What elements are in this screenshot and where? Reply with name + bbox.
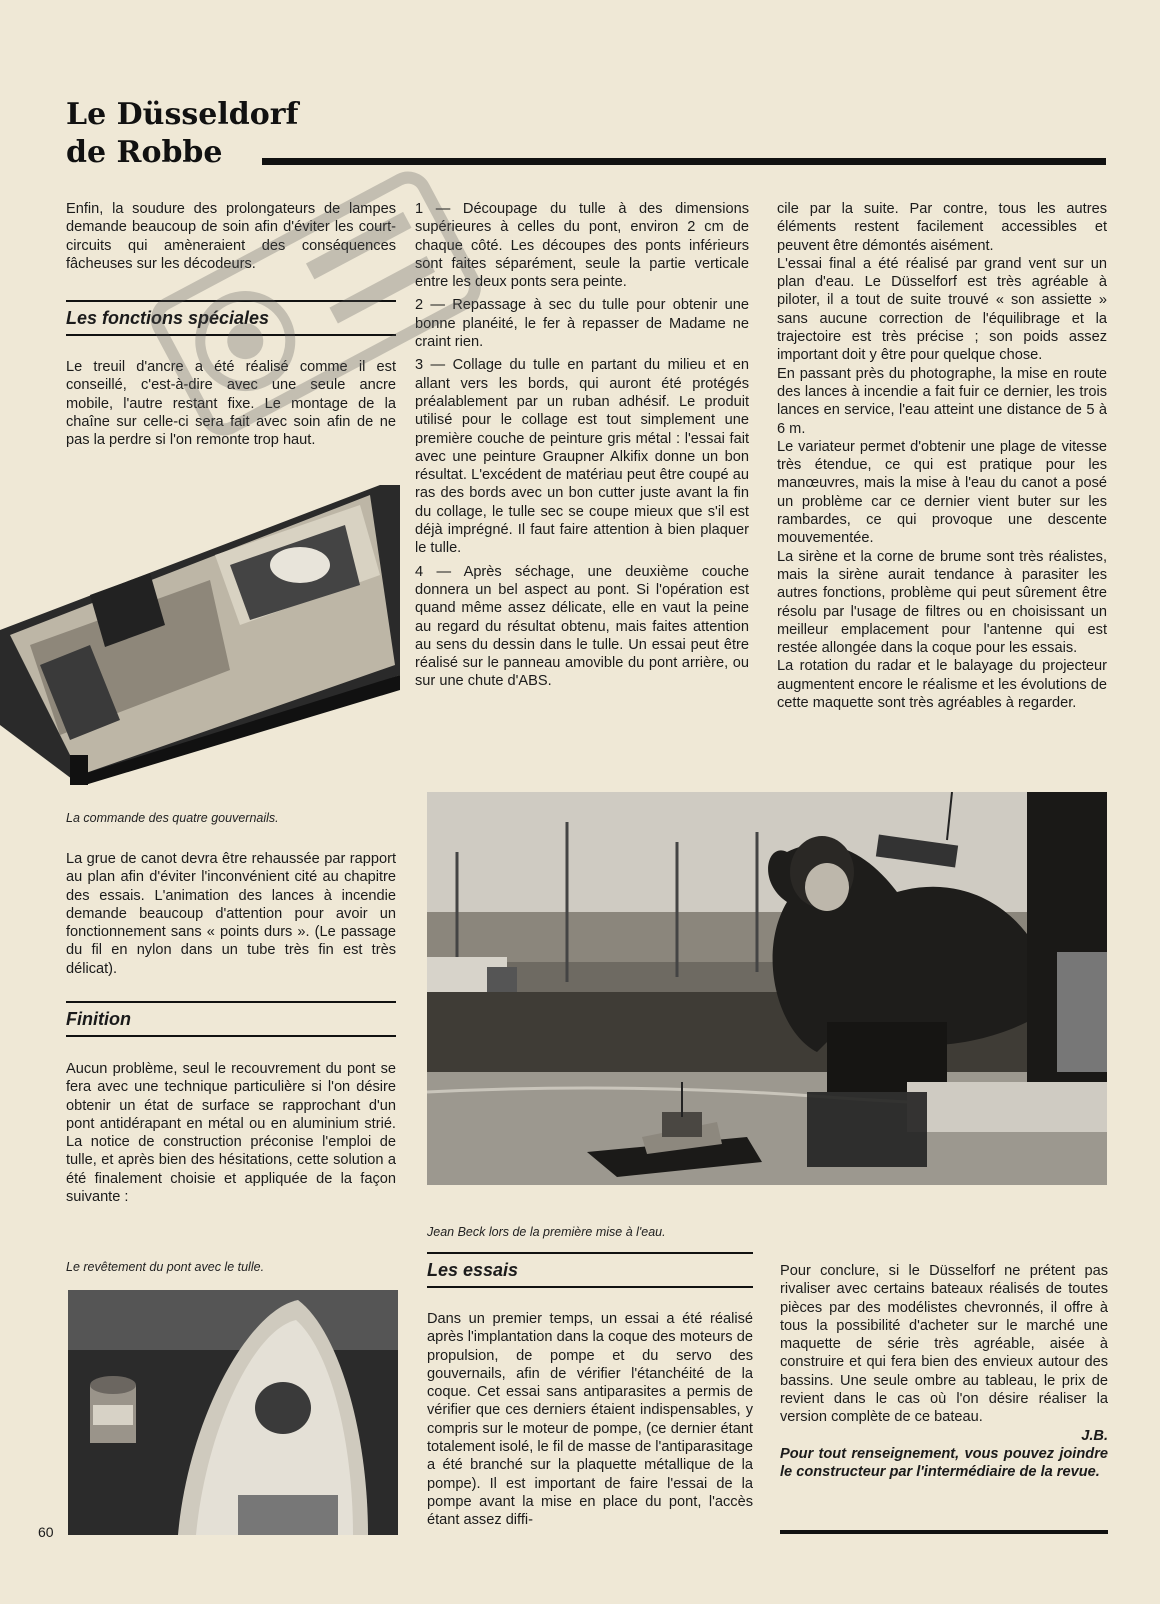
finition-text	[66, 1060, 396, 1206]
essai-final-text	[777, 200, 1107, 712]
grue-text	[66, 850, 396, 978]
photo-rudder-control	[0, 485, 400, 800]
photo-tulle-deck	[68, 1290, 398, 1535]
caption-launch: Jean Beck lors de la première mise à l'eau.	[427, 1225, 666, 1239]
end-rule	[780, 1530, 1108, 1534]
section-heading: Les fonctions spéciales	[66, 308, 270, 328]
caption-rudders: La commande des quatre gouvernails.	[66, 811, 279, 825]
paragraph: L'essai final a été réalisé par grand vent sur un plan d'eau. Le Düsselforf est très agréable à piloter, il a tout de suite trouvé « son assiette » sans aucune correction de l'équilibrage et la trajectoire est très précise ; son poids assez important doit y être pour quelque chose.	[777, 255, 1107, 364]
caption-tulle: Le revêtement du pont avec le tulle.	[66, 1260, 265, 1274]
paragraph: Le variateur permet d'obtenir une plage de vitesse très étendue, ce qui est pratique pour les manœuvres, mais la mise à l'eau du canot a posé un problème car ce dernier vient buter sur les rambardes, ce qui provoque une descente mouvementée.	[777, 438, 1107, 547]
signature: J.B.	[1081, 1427, 1108, 1444]
launch-photo-illustration	[427, 792, 1107, 1185]
paragraph: Pour conclure, si le Düsselforf ne prétent pas rivaliser avec certains bateaux réalisés de toutes pièces par des modélistes chevronnés, il offre à tous la possibilité d'acheter sur le marché une maquette de série très agréable, aisée à construire et qui fera bien des envieux autour des bassins. Une seule ombre au tableau, le prix de revient dans le cas où l'on désire réaliser la version complète de ce bateau.	[780, 1263, 1108, 1426]
section-heading: Les essais	[427, 1260, 519, 1280]
page-number: 60	[38, 1524, 54, 1540]
watermark-stamp	[140, 150, 520, 510]
info-note: Pour tout renseignement, vous pouvez joindre le constructeur par l'intermédiaire de la revue.	[780, 1445, 1108, 1481]
section-essais	[427, 1252, 753, 1288]
photo-jean-beck	[427, 792, 1107, 1185]
paragraph: La sirène et la corne de brume sont très réalistes, mais la sirène aurait tendance à parasiter les autres fonctions, problème qui peut sûrement être résolu par l'usage de filtres ou en choisissant un meilleur emplacement pour l'antenne qui est restée allongée dans la coque pour les essais.	[777, 548, 1107, 657]
paragraph: La rotation du radar et le balayage du projecteur augmentent encore le réalisme et les évolutions de cette maquette sont très agréables à regarder.	[777, 658, 1107, 712]
paragraph: Aucun problème, seul le recouvrement du pont se fera avec une technique particulière si l'on désire obtenir un état de surface se rapprochant d'un pont antidérapant en métal ou en aluminium strié. La notice de construction préconise l'emploi de tulle, et après bien des hésitations, cette solution a été finalement choisie et appliquée de la façon suivante :	[66, 1061, 396, 1206]
step-3: 3 — Collage du tulle en partant du milieu et en allant vers les bords, qui auront été protégés préalablement par un ruban adhésif. Le produit utilisé pour le collage est tout simplement une première couche de peinture gris métal : l'essai fait avec une peinture Graupner Alkifix donne un bon résultat. L'excédent de matériau peut être coupé au ras des bords avec un bon cutter juste avant la fin du collage, le tulle sec se coupe mieux que s'il est déjà imprégné. Il faut faire attention à bien plaquer le tulle.	[415, 357, 749, 557]
section-finition	[66, 1001, 396, 1037]
deck-photo-illustration	[0, 485, 400, 800]
paragraph: En passant près du photographe, la mise en route des lances à incendie a fait fuir ce dernier, les trois lances en service, l'eau atteint une distance de 5 à 6 m.	[777, 365, 1107, 437]
title-line-2: de Robbe	[66, 135, 223, 170]
paragraph: Le treuil d'ancre a été réalisé comme il est conseillé, c'est-à-dire avec une seule ancre mobile, l'autre restant fixe. Le montage de la chaîne sur celle-ci sera fait avec soin afin de ne pas la perdre si l'on remonte trop haut.	[66, 359, 396, 449]
section-heading: Finition	[66, 1009, 131, 1029]
step-4: 4 — Après séchage, une deuxième couche donnera un bel aspect au pont. Si l'opération est quand même assez délicate, elle en vaut la peine au regard du résultat obtenu, mais faites attention au sens du dessin dans le tulle. Un essai peut être réalisé sur le panneau amovible du pont arrière, ou sur une chute d'ABS.	[415, 563, 749, 690]
title-line-1: Le Düsseldorf	[66, 97, 299, 132]
essais-text	[427, 1310, 753, 1530]
tulle-photo-illustration	[68, 1290, 398, 1535]
conclusion-text	[780, 1262, 1108, 1482]
paragraph: Enfin, la soudure des prolongateurs de lampes demande beaucoup de soin afin d'éviter les court-circuits qui amèneraient des conséquences fâcheuses sur les décodeurs.	[66, 201, 396, 272]
paragraph: cile par la suite. Par contre, tous les autres éléments restent facilement accessibles et peuvent être démontés aisément.	[777, 201, 1107, 254]
paragraph: Dans un premier temps, un essai a été réalisé après l'implantation dans la coque des moteurs de propulsion, de pompe et du servo des gouvernails, afin de vérifier l'étanchéité de la coque. Cet essai sans antiparasites a permis de vérifier que ces derniers étaient indispensables, y compris sur le moteur de pompe, (ce dernier étant totalement isolé, le fil de masse de l'antiparasitage a été branché sur la plaquette métallique de la pompe). Il est important de faire l'essai de la pompe avant la mise en place du pont, l'accès étant assez diffi-	[427, 1311, 753, 1529]
step-1: 1 — Découpage du tulle à des dimensions supérieures à celles du pont, environ 2 cm de chaque côté. Les découpes des ponts inférieurs sont faites séparément, seule la partie verticale entre les deux ponts sera peinte.	[415, 201, 749, 291]
step-2: 2 — Repassage à sec du tulle pour obtenir une bonne planéité, le fer à repasser de Madame ne craint rien.	[415, 297, 749, 351]
paragraph: La grue de canot devra être rehaussée par rapport au plan afin d'éviter l'inconvénient cité au chapitre des essais. L'animation des lances à incendie demande beaucoup d'attention pour avoir un fonctionnement sans « points durs ». (Le passage du fil en nylon dans un tube très fin est très délicat).	[66, 851, 396, 977]
